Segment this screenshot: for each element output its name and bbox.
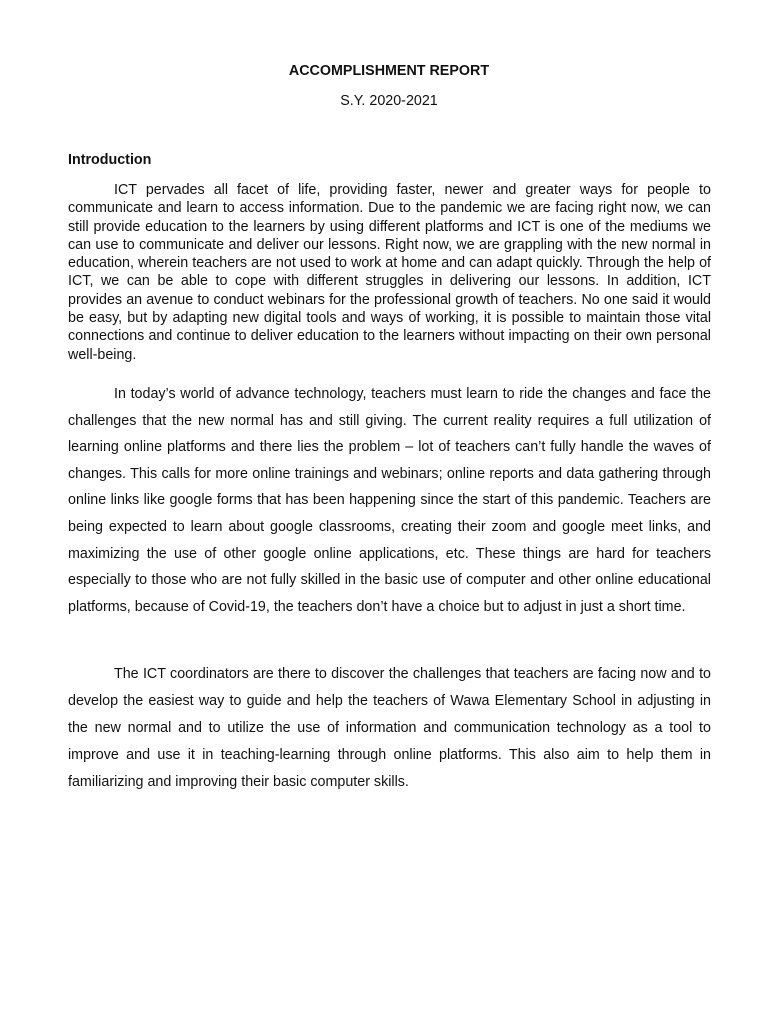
section-heading: Introduction [68,152,152,168]
report-title: ACCOMPLISHMENT REPORT [288,63,490,79]
paragraph-2: In today’s world of advance technology, teachers must learn to ride the changes and face the challenges that the new normal has and still giving. The current reality requires a full utilization of learning online platforms and there lies the problem – lot of teachers can’t fully handle the waves of changes. This calls for more online trainings and webinars; online reports and data gathering through online links like google forms that has been happening since the start of this pandemic. Teachers are being expected to learn about google classrooms, creating their zoom and google meet links, and maximizing the use of other google online applications, etc. These things are hard for teachers especially to those who are not fully skilled in the basic use of computer and other online educational platforms, because of Covid-19, the teachers don’t have a choice but to adjust in just a short time. [68,386,711,615]
paragraph-1: ICT pervades all facet of life, providing faster, newer and greater ways for people to communicate and learn to access information. Due to the pandemic we are facing right now, we can still provide education to the learners by using different platforms and ICT is one of the mediums we can use to communicate and deliver our lessons. Right now, we are grappling with the new normal in education, wherein teachers are not used to work at home and can adapt quickly. Through the help of ICT, we can be able to cope with different struggles in delivering our lessons. In addition, ICT provides an avenue to conduct webinars for the professional growth of teachers. No one said it would be easy, but by adapting new digital tools and ways of working, it is possible to maintain those vital connections and continue to deliver education to the learners without impacting on their own personal well-being. [68,182,711,363]
paragraph-3: The ICT coordinators are there to discover the challenges that teachers are facing now and to develop the easiest way to guide and help the teachers of Wawa Elementary School in adjusting in the new normal and to utilize the use of information and communication technology as a tool to improve and use it in teaching-learning through online platforms. This also aim to help them in familiarizing and improving their basic computer skills. [68,666,711,790]
school-year: S.Y. 2020-2021 [340,93,438,109]
